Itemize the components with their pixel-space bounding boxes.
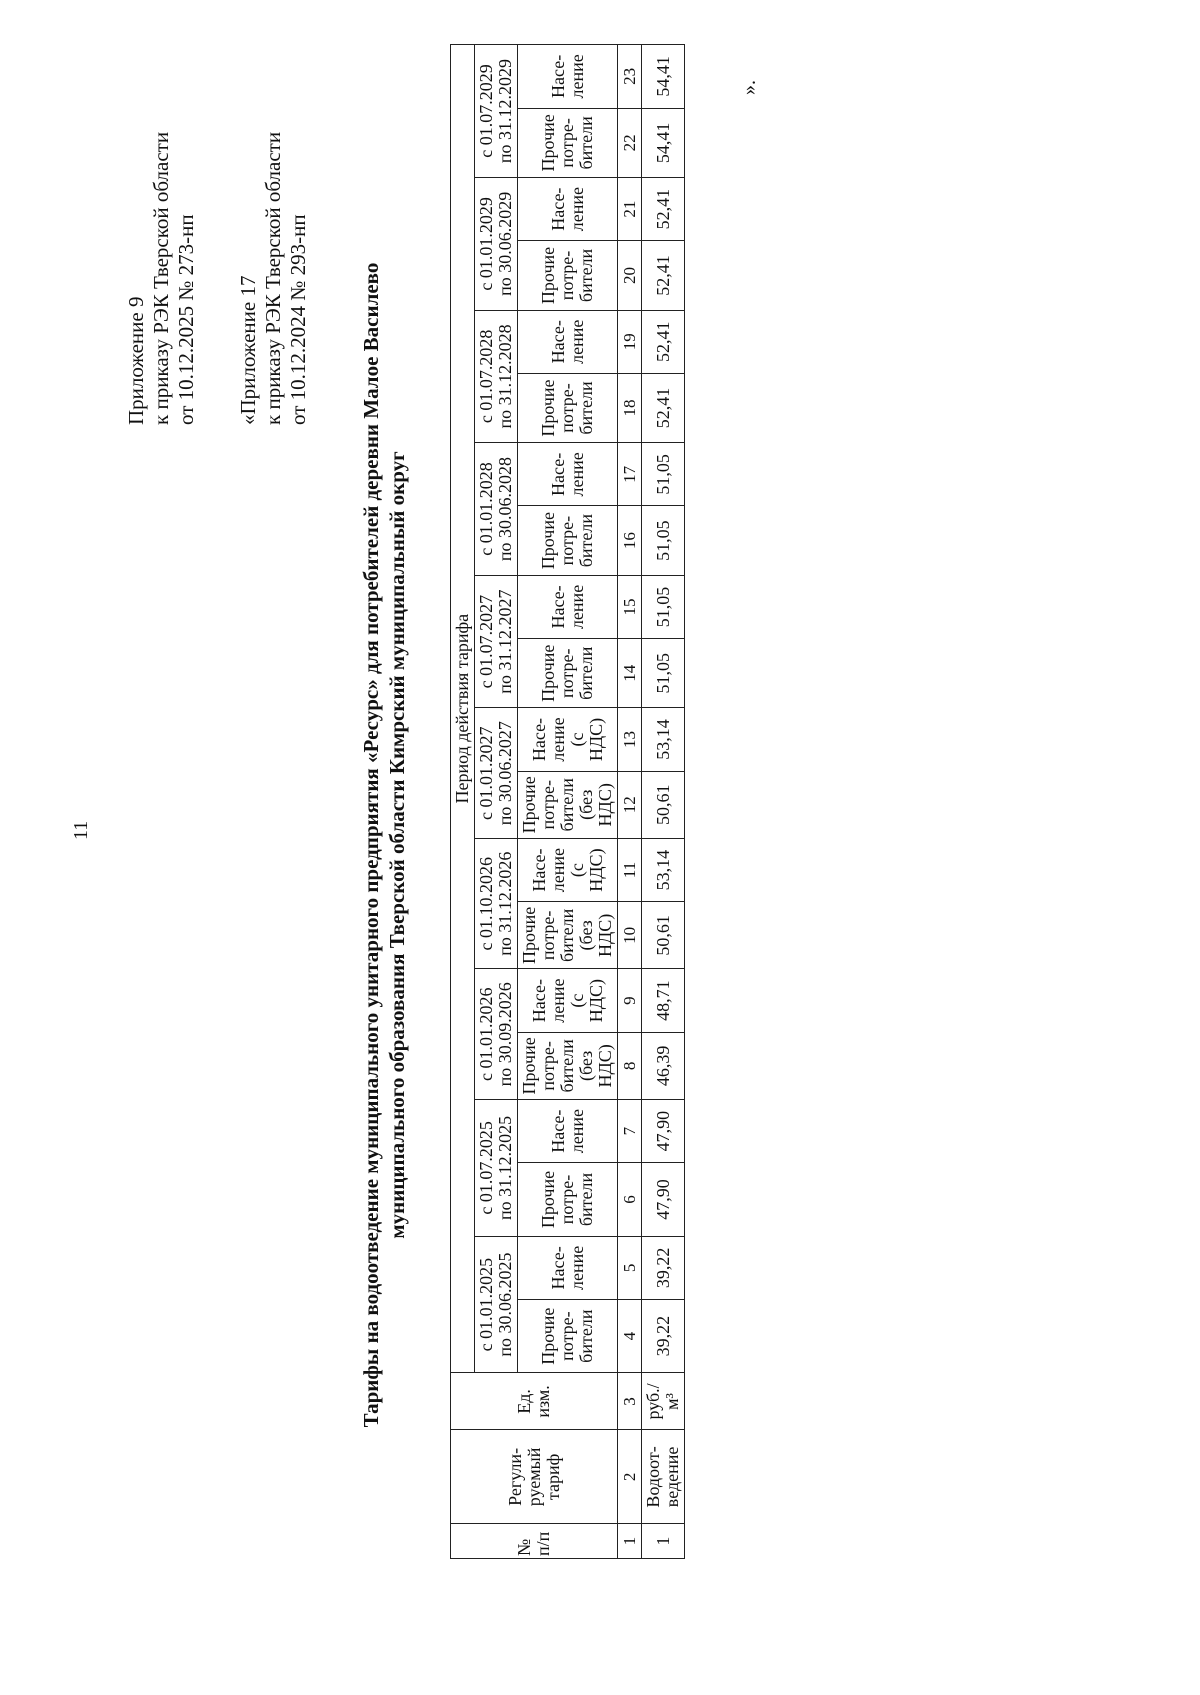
- column-number: 6: [618, 1163, 642, 1236]
- header-population: [518, 443, 618, 506]
- row-tariff-line: ведение: [662, 1446, 682, 1508]
- column-number: 5: [618, 1236, 642, 1299]
- consumer-header-line: бители: [557, 908, 577, 962]
- appendix-reference-old: [236, 132, 311, 425]
- consumer-header-line: НДС): [585, 717, 606, 762]
- table-row: [642, 45, 685, 1559]
- period-to: по 31.12.2026: [495, 851, 515, 956]
- header-other-consumers: [518, 1032, 618, 1099]
- consumer-header-line: Насе-: [547, 1109, 568, 1153]
- tariff-value: 52,41: [642, 373, 685, 442]
- consumer-header-line: Прочие: [538, 644, 558, 702]
- consumer-header-line: Насе-: [547, 54, 568, 98]
- column-number: 19: [618, 310, 642, 373]
- column-number: 21: [618, 178, 642, 241]
- period-to: по 30.06.2027: [495, 721, 515, 826]
- tariff-table: [450, 44, 685, 1559]
- consumer-header-line: потре-: [557, 118, 577, 168]
- period-date-header: [475, 708, 518, 839]
- period-to: по 31.12.2025: [495, 1115, 515, 1220]
- period-date-header: [475, 969, 518, 1100]
- column-number: 3: [618, 1373, 642, 1430]
- period-from: с 01.01.2026: [476, 987, 496, 1082]
- column-number: 4: [618, 1299, 642, 1372]
- period-from: с 01.10.2026: [476, 856, 496, 951]
- tariff-value: 52,41: [642, 241, 685, 310]
- period-from: с 01.07.2027: [476, 594, 496, 689]
- consumer-header-line: Насе-: [547, 452, 568, 496]
- header-tariff: [451, 1430, 618, 1524]
- column-number: 16: [618, 506, 642, 575]
- tariff-value: 51,05: [642, 639, 685, 708]
- consumer-header-line: Прочие: [538, 379, 558, 437]
- appendix-old-line: «Приложение 17: [236, 275, 260, 425]
- header-other-consumers: [518, 108, 618, 177]
- period-date-header: [475, 1100, 518, 1237]
- header-unit-line: Ед.: [514, 1389, 534, 1414]
- tariff-value: 51,05: [642, 443, 685, 506]
- consumer-header-line: Насе-: [547, 585, 568, 629]
- column-number: 14: [618, 639, 642, 708]
- column-number: 18: [618, 373, 642, 442]
- column-number: 7: [618, 1100, 642, 1163]
- consumer-header-line: ление: [547, 717, 568, 762]
- closing-quote-mark: ».: [738, 80, 760, 95]
- period-from: с 01.07.2025: [476, 1121, 496, 1215]
- consumer-header-line: Насе-: [528, 848, 549, 892]
- row-tariff-line: Водоот-: [643, 1446, 663, 1508]
- consumer-header-line: бители: [576, 514, 596, 568]
- column-number: 11: [618, 838, 642, 901]
- consumer-header-line: НДС): [585, 848, 606, 892]
- tariff-value: 47,90: [642, 1100, 685, 1163]
- consumer-header-line: бители: [576, 116, 596, 170]
- tariff-value: 53,14: [642, 708, 685, 771]
- header-num: [451, 1524, 618, 1559]
- title-line: муниципального образования Тверской области Кимрский муниципальный округ: [385, 451, 409, 1239]
- consumer-header-line: НДС): [585, 978, 606, 1023]
- column-number: 15: [618, 575, 642, 638]
- tariff-value: 39,22: [642, 1299, 685, 1372]
- consumer-header-line: потре-: [557, 250, 577, 301]
- period-from: с 01.01.2028: [476, 462, 496, 556]
- consumer-header-line: (без: [576, 789, 596, 820]
- consumer-header-line: ление: [547, 847, 568, 893]
- consumer-header-line: бители: [576, 1172, 596, 1227]
- header-tariff-line: тариф: [542, 1453, 563, 1501]
- consumer-header-line: (с: [566, 732, 587, 747]
- row-unit-line: м³: [662, 1393, 682, 1410]
- appendix-new-line: к приказу РЭК Тверской области: [149, 131, 173, 425]
- period-to: по 31.12.2027: [495, 589, 515, 694]
- consumer-header-line: бители: [576, 381, 596, 435]
- consumer-header-line: Прочие: [538, 1307, 558, 1365]
- period-from: с 01.07.2029: [476, 64, 496, 158]
- consumer-header-line: ление: [566, 1245, 587, 1290]
- period-from: с 01.01.2025: [476, 1257, 496, 1352]
- header-other-consumers: [518, 373, 618, 442]
- consumer-header-line: ление: [547, 978, 568, 1023]
- tariff-value: 47,90: [642, 1163, 685, 1236]
- header-row-period: [451, 45, 475, 1559]
- consumer-header-line: потре-: [538, 910, 558, 961]
- appendix-reference-new: [124, 132, 199, 425]
- consumer-header-line: (с: [566, 993, 587, 1008]
- appendix-new-line: Приложение 9: [124, 296, 148, 425]
- consumer-header-line: (без: [576, 1050, 596, 1082]
- header-unit-line: изм.: [533, 1385, 553, 1418]
- tariff-value: 50,61: [642, 771, 685, 838]
- consumer-header-line: Прочие: [538, 512, 558, 570]
- tariff-value: 54,41: [642, 108, 685, 177]
- consumer-header-line: НДС): [595, 913, 615, 957]
- column-number: 9: [618, 969, 642, 1032]
- consumer-header-line: Прочие: [519, 906, 539, 964]
- header-population: [518, 310, 618, 373]
- period-date-header: [475, 838, 518, 969]
- tariff-value: 50,61: [642, 902, 685, 969]
- period-date-header: [475, 45, 518, 178]
- consumer-header-line: ление: [566, 319, 587, 364]
- header-population: [518, 178, 618, 241]
- column-number: 20: [618, 241, 642, 310]
- header-other-consumers: [518, 902, 618, 969]
- period-from: с 01.07.2028: [476, 329, 496, 424]
- column-number: 13: [618, 708, 642, 771]
- tariff-value: 51,05: [642, 575, 685, 638]
- tariff-value: 53,14: [642, 838, 685, 901]
- consumer-header-line: потре-: [557, 1174, 577, 1225]
- tariff-value: 39,22: [642, 1236, 685, 1299]
- consumer-header-line: бители: [576, 248, 596, 303]
- column-number: 12: [618, 771, 642, 838]
- header-population: [518, 838, 618, 901]
- column-number: 22: [618, 108, 642, 177]
- consumer-header-line: Прочие: [538, 1170, 558, 1229]
- consumer-header-line: ление: [566, 54, 587, 99]
- tariff-value: 52,41: [642, 178, 685, 241]
- consumer-header-line: ление: [566, 452, 587, 497]
- consumer-header-line: Прочие: [538, 246, 558, 305]
- consumer-header-line: ление: [566, 1109, 587, 1154]
- consumer-header-line: Насе-: [547, 1246, 568, 1290]
- header-population: [518, 1100, 618, 1163]
- header-row-column-numbers: [618, 45, 642, 1559]
- consumer-header-line: бители: [576, 1309, 596, 1363]
- header-population: [518, 969, 618, 1032]
- period-date-header: [475, 575, 518, 708]
- consumer-header-line: НДС): [595, 783, 615, 827]
- header-other-consumers: [518, 771, 618, 838]
- header-row-consumers: [518, 45, 618, 1559]
- consumer-header-line: потре-: [557, 383, 577, 433]
- column-number: 2: [618, 1430, 642, 1524]
- consumer-header-line: бители: [557, 1039, 577, 1093]
- consumer-header-line: (с: [566, 863, 587, 878]
- consumer-header-line: потре-: [557, 1311, 577, 1361]
- consumer-header-line: бители: [576, 646, 596, 700]
- period-to: по 30.09.2026: [495, 982, 515, 1087]
- consumer-header-line: Прочие: [519, 1037, 539, 1095]
- consumer-header-line: ление: [566, 584, 587, 630]
- header-other-consumers: [518, 639, 618, 708]
- consumer-header-line: Прочие: [519, 776, 539, 834]
- period-from: с 01.01.2029: [476, 197, 496, 291]
- row-unit-line: руб./: [643, 1383, 663, 1420]
- tariff-value: 54,41: [642, 45, 685, 109]
- column-number: 17: [618, 443, 642, 506]
- consumer-header-line: Насе-: [547, 320, 568, 364]
- consumer-header-line: Насе-: [547, 187, 568, 231]
- period-to: по 30.06.2025: [495, 1252, 515, 1357]
- consumer-header-line: потре-: [557, 648, 577, 698]
- header-tariff-line: Регули-: [504, 1447, 525, 1506]
- page-number: 11: [70, 820, 92, 840]
- consumer-header-line: Прочие: [538, 114, 558, 172]
- row-num: 1: [642, 1524, 685, 1559]
- period-to: по 30.06.2029: [495, 191, 515, 296]
- header-period: Период действия тарифа: [451, 45, 475, 1373]
- header-unit: [451, 1373, 618, 1430]
- consumer-header-line: ление: [566, 187, 587, 232]
- consumer-header-line: Насе-: [528, 979, 549, 1023]
- period-date-header: [475, 178, 518, 311]
- header-other-consumers: [518, 506, 618, 575]
- header-population: [518, 575, 618, 638]
- period-date-header: [475, 1236, 518, 1373]
- period-to: по 31.12.2028: [495, 324, 515, 429]
- column-number: 1: [618, 1524, 642, 1559]
- header-tariff-line: руемый: [523, 1447, 544, 1507]
- row-tariff: [642, 1430, 685, 1524]
- tariff-value: 48,71: [642, 969, 685, 1032]
- tariff-value: 52,41: [642, 310, 685, 373]
- period-from: с 01.01.2027: [476, 726, 496, 820]
- header-row-dates: [475, 45, 518, 1559]
- header-other-consumers: [518, 1163, 618, 1236]
- period-date-header: [475, 443, 518, 576]
- title-line: Тарифы на водоотведение муниципального унитарного предприятия «Ресурс» для потребителей деревни Малое Василево: [359, 262, 383, 1428]
- header-population: [518, 45, 618, 109]
- consumer-header-line: Насе-: [528, 717, 549, 762]
- header-other-consumers: [518, 1299, 618, 1372]
- document-title: [358, 145, 410, 1545]
- header-population: [518, 1236, 618, 1299]
- appendix-new-line: от 10.12.2025 № 273-нп: [174, 214, 198, 425]
- consumer-header-line: потре-: [557, 515, 577, 566]
- consumer-header-line: НДС): [595, 1044, 615, 1088]
- appendix-old-line: к приказу РЭК Тверской области: [261, 131, 285, 425]
- appendix-old-line: от 10.12.2024 № 293-нп: [286, 214, 310, 425]
- tariff-value: 46,39: [642, 1032, 685, 1099]
- header-other-consumers: [518, 241, 618, 310]
- column-number: 23: [618, 45, 642, 109]
- consumer-header-line: потре-: [538, 780, 558, 830]
- period-to: по 30.06.2028: [495, 456, 515, 562]
- column-number: 8: [618, 1032, 642, 1099]
- period-date-header: [475, 310, 518, 443]
- period-to: по 31.12.2029: [495, 58, 515, 164]
- tariff-value: 51,05: [642, 506, 685, 575]
- header-num-line: п/п: [533, 1531, 553, 1556]
- consumer-header-line: бители: [557, 778, 577, 832]
- row-unit: [642, 1373, 685, 1430]
- column-number: 10: [618, 902, 642, 969]
- consumer-header-line: потре-: [538, 1041, 558, 1091]
- header-num-line: №: [514, 1538, 534, 1556]
- consumer-header-line: (без: [576, 920, 596, 951]
- header-population: [518, 708, 618, 771]
